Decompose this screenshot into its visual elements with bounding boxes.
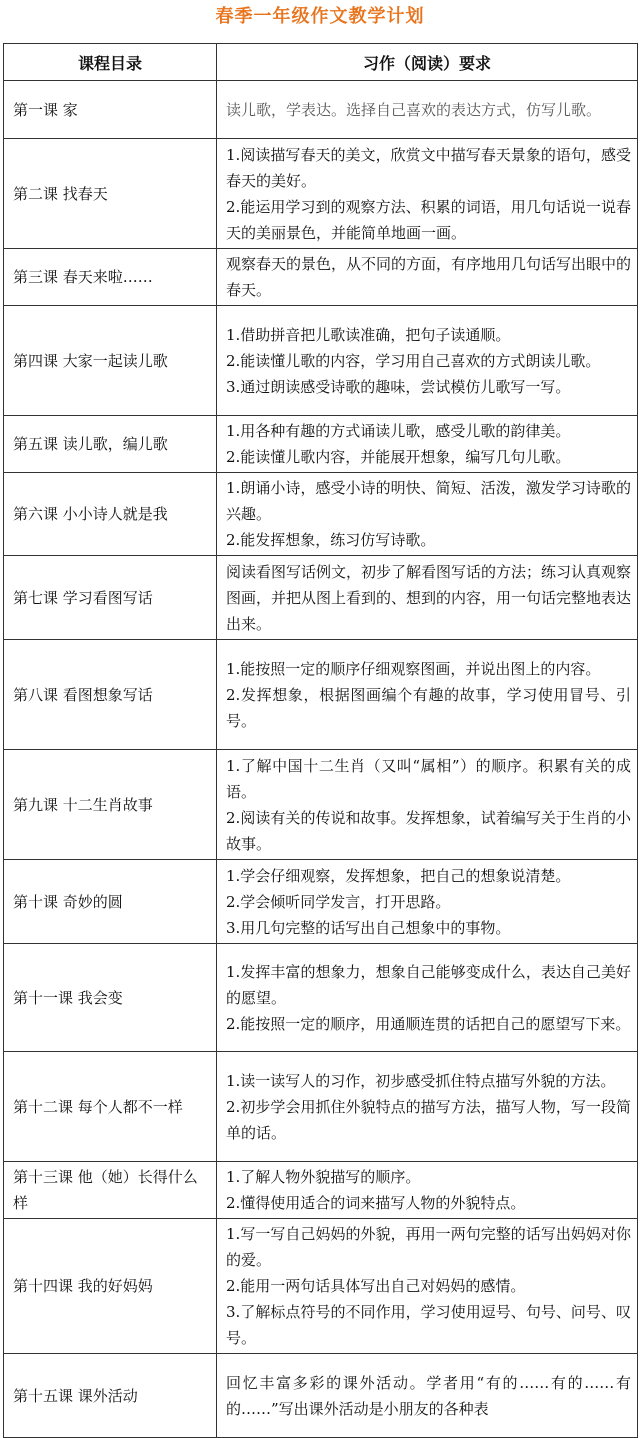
requirements-cell xyxy=(217,249,638,306)
lesson-name-cell: 第二课 找春天 xyxy=(4,139,217,249)
lesson-name-cell: 第七课 学习看图写话 xyxy=(4,556,217,640)
table-row xyxy=(4,249,638,306)
requirement-item: 2.发挥想象，根据图画编个有趣的故事，学习使用冒号、引号。 xyxy=(226,685,631,730)
requirement-item: 2.能读懂儿歌内容，并能展开想象，编写几句儿歌。 xyxy=(226,448,571,466)
requirements-cell xyxy=(217,944,638,1052)
table-row xyxy=(4,1162,638,1219)
table-row xyxy=(4,1354,638,1438)
table-row xyxy=(4,640,638,750)
requirements-cell xyxy=(217,81,638,139)
lesson-name-cell: 第五课 读儿歌，编儿歌 xyxy=(4,416,217,473)
table-row xyxy=(4,944,638,1052)
requirement-item: 2.懂得使用适合的词来描写人物的外貌特点。 xyxy=(226,1194,526,1212)
requirement-item: 1.了解中国十二生肖（又叫“属相”）的顺序。积累有关的成语。 xyxy=(226,756,631,801)
lesson-name-cell: 第十二课 每个人都不一样 xyxy=(4,1052,217,1162)
requirement-item: 2.能运用学习到的观察方法、积累的词语，用几句话说一说春天的美丽景色，并能简单地画一画。 xyxy=(226,197,631,242)
requirements-cell xyxy=(217,473,638,556)
table-row xyxy=(4,416,638,473)
table-row xyxy=(4,750,638,860)
column-header-lesson: 课程目录 xyxy=(4,44,217,81)
requirements-cell xyxy=(217,860,638,944)
lesson-name-cell: 第三课 春天来啦…… xyxy=(4,249,217,306)
requirements-cell xyxy=(217,556,638,640)
requirements-cell xyxy=(217,1219,638,1354)
table-row xyxy=(4,1052,638,1162)
requirement-item: 1.用各种有趣的方式诵读儿歌，感受儿歌的韵律美。 xyxy=(226,422,571,440)
requirements-cell xyxy=(217,1052,638,1162)
requirements-cell xyxy=(217,139,638,249)
requirement-item: 2.初步学会用抓住外貌特点的描写方法，描写人物，写一段简单的话。 xyxy=(226,1097,631,1142)
requirements-cell xyxy=(217,640,638,750)
requirement-item: 1.发挥丰富的想象力，想象自己能够变成什么，表达自己美好的愿望。 xyxy=(226,962,631,1007)
lesson-name-cell: 第四课 大家一起读儿歌 xyxy=(4,306,217,416)
table-row xyxy=(4,81,638,139)
requirement-item: 2.能按照一定的顺序，用通顺连贯的话把自己的愿望写下来。 xyxy=(226,1014,631,1033)
requirements-cell xyxy=(217,306,638,416)
table-row xyxy=(4,306,638,416)
requirements-cell xyxy=(217,1354,638,1438)
lesson-name-cell: 第六课 小小诗人就是我 xyxy=(4,473,217,556)
requirement-item: 1.了解人物外貌描写的顺序。 xyxy=(226,1168,421,1186)
requirement-item: 1.能按照一定的顺序仔细观察图画，并说出图上的内容。 xyxy=(226,659,601,678)
requirements-cell xyxy=(217,750,638,860)
requirement-item: 阅读看图写话例文，初步了解看图写话的方法；练习认真观察图画，并把从图上看到的、想到的内容，用一句话完整地表达出来。 xyxy=(226,562,632,633)
table-row xyxy=(4,139,638,249)
requirement-item: 读儿歌，学表达。选择自己喜欢的表达方式，仿写儿歌。 xyxy=(226,100,602,119)
lesson-name-cell: 第十三课 他（她）长得什么样 xyxy=(4,1162,217,1219)
requirement-item: 1.学会仔细观察，发挥想象，把自己的想象说清楚。 xyxy=(226,866,571,885)
requirement-item: 3.通过朗读感受诗歌的趣味，尝试模仿儿歌写一写。 xyxy=(226,377,571,396)
lesson-name-cell: 第九课 十二生肖故事 xyxy=(4,750,217,860)
lesson-name-cell: 第十一课 我会变 xyxy=(4,944,217,1052)
table-row xyxy=(4,1219,638,1354)
table-row xyxy=(4,860,638,944)
table-row xyxy=(4,473,638,556)
lesson-name-cell: 第十四课 我的好妈妈 xyxy=(4,1219,217,1354)
lesson-plan-table xyxy=(3,43,638,1438)
table-header-row xyxy=(4,44,638,81)
requirement-item: 3.了解标点符号的不同作用，学习使用逗号、句号、问号、叹号。 xyxy=(226,1303,631,1347)
requirement-item: 1.阅读描写春天的美文，欣赏文中描写春天景象的语句，感受春天的美好。 xyxy=(226,145,631,190)
requirements-cell xyxy=(217,416,638,473)
requirement-item: 回忆丰富多彩的课外活动。学者用“有的……有的……有的……”写出课外活动是小朋友的各种表 xyxy=(226,1373,631,1418)
page-title: 春季一年级作文教学计划 xyxy=(215,6,425,27)
requirement-item: 2.能用一两句话具体写出自己对妈妈的感情。 xyxy=(226,1277,526,1295)
lesson-name-cell: 第八课 看图想象写话 xyxy=(4,640,217,750)
requirement-item: 1.借助拼音把儿歌读准确，把句子读通顺。 xyxy=(226,325,511,344)
requirement-item: 2.学会倾听同学发言，打开思路。 xyxy=(226,892,451,911)
requirement-item: 2.能读懂儿歌的内容，学习用自己喜欢的方式朗读儿歌。 xyxy=(226,351,601,370)
requirement-item: 1.写一写自己妈妈的外貌，再用一两句完整的话写出妈妈对你的爱。 xyxy=(226,1225,631,1269)
requirement-item: 2.能发挥想象，练习仿写诗歌。 xyxy=(226,531,436,549)
column-header-requirements: 习作（阅读）要求 xyxy=(217,44,638,81)
requirement-item: 2.阅读有关的传说和故事。发挥想象，试着编写关于生肖的小故事。 xyxy=(226,808,631,853)
requirement-item: 1.朗诵小诗，感受小诗的明快、简短、活泼，激发学习诗歌的兴趣。 xyxy=(226,479,631,523)
requirement-item: 观察春天的景色，从不同的方面，有序地用几句话写出眼中的春天。 xyxy=(226,255,632,299)
requirement-item: 1.读一读写人的习作，初步感受抓住特点描写外貌的方法。 xyxy=(226,1071,616,1090)
lesson-name-cell: 第十五课 课外活动 xyxy=(4,1354,217,1438)
requirements-cell xyxy=(217,1162,638,1219)
table-row xyxy=(4,556,638,640)
lesson-name-cell: 第一课 家 xyxy=(4,81,217,139)
lesson-name-cell: 第十课 奇妙的圆 xyxy=(4,860,217,944)
requirement-item: 3.用几句完整的话写出自己想象中的事物。 xyxy=(226,918,511,937)
